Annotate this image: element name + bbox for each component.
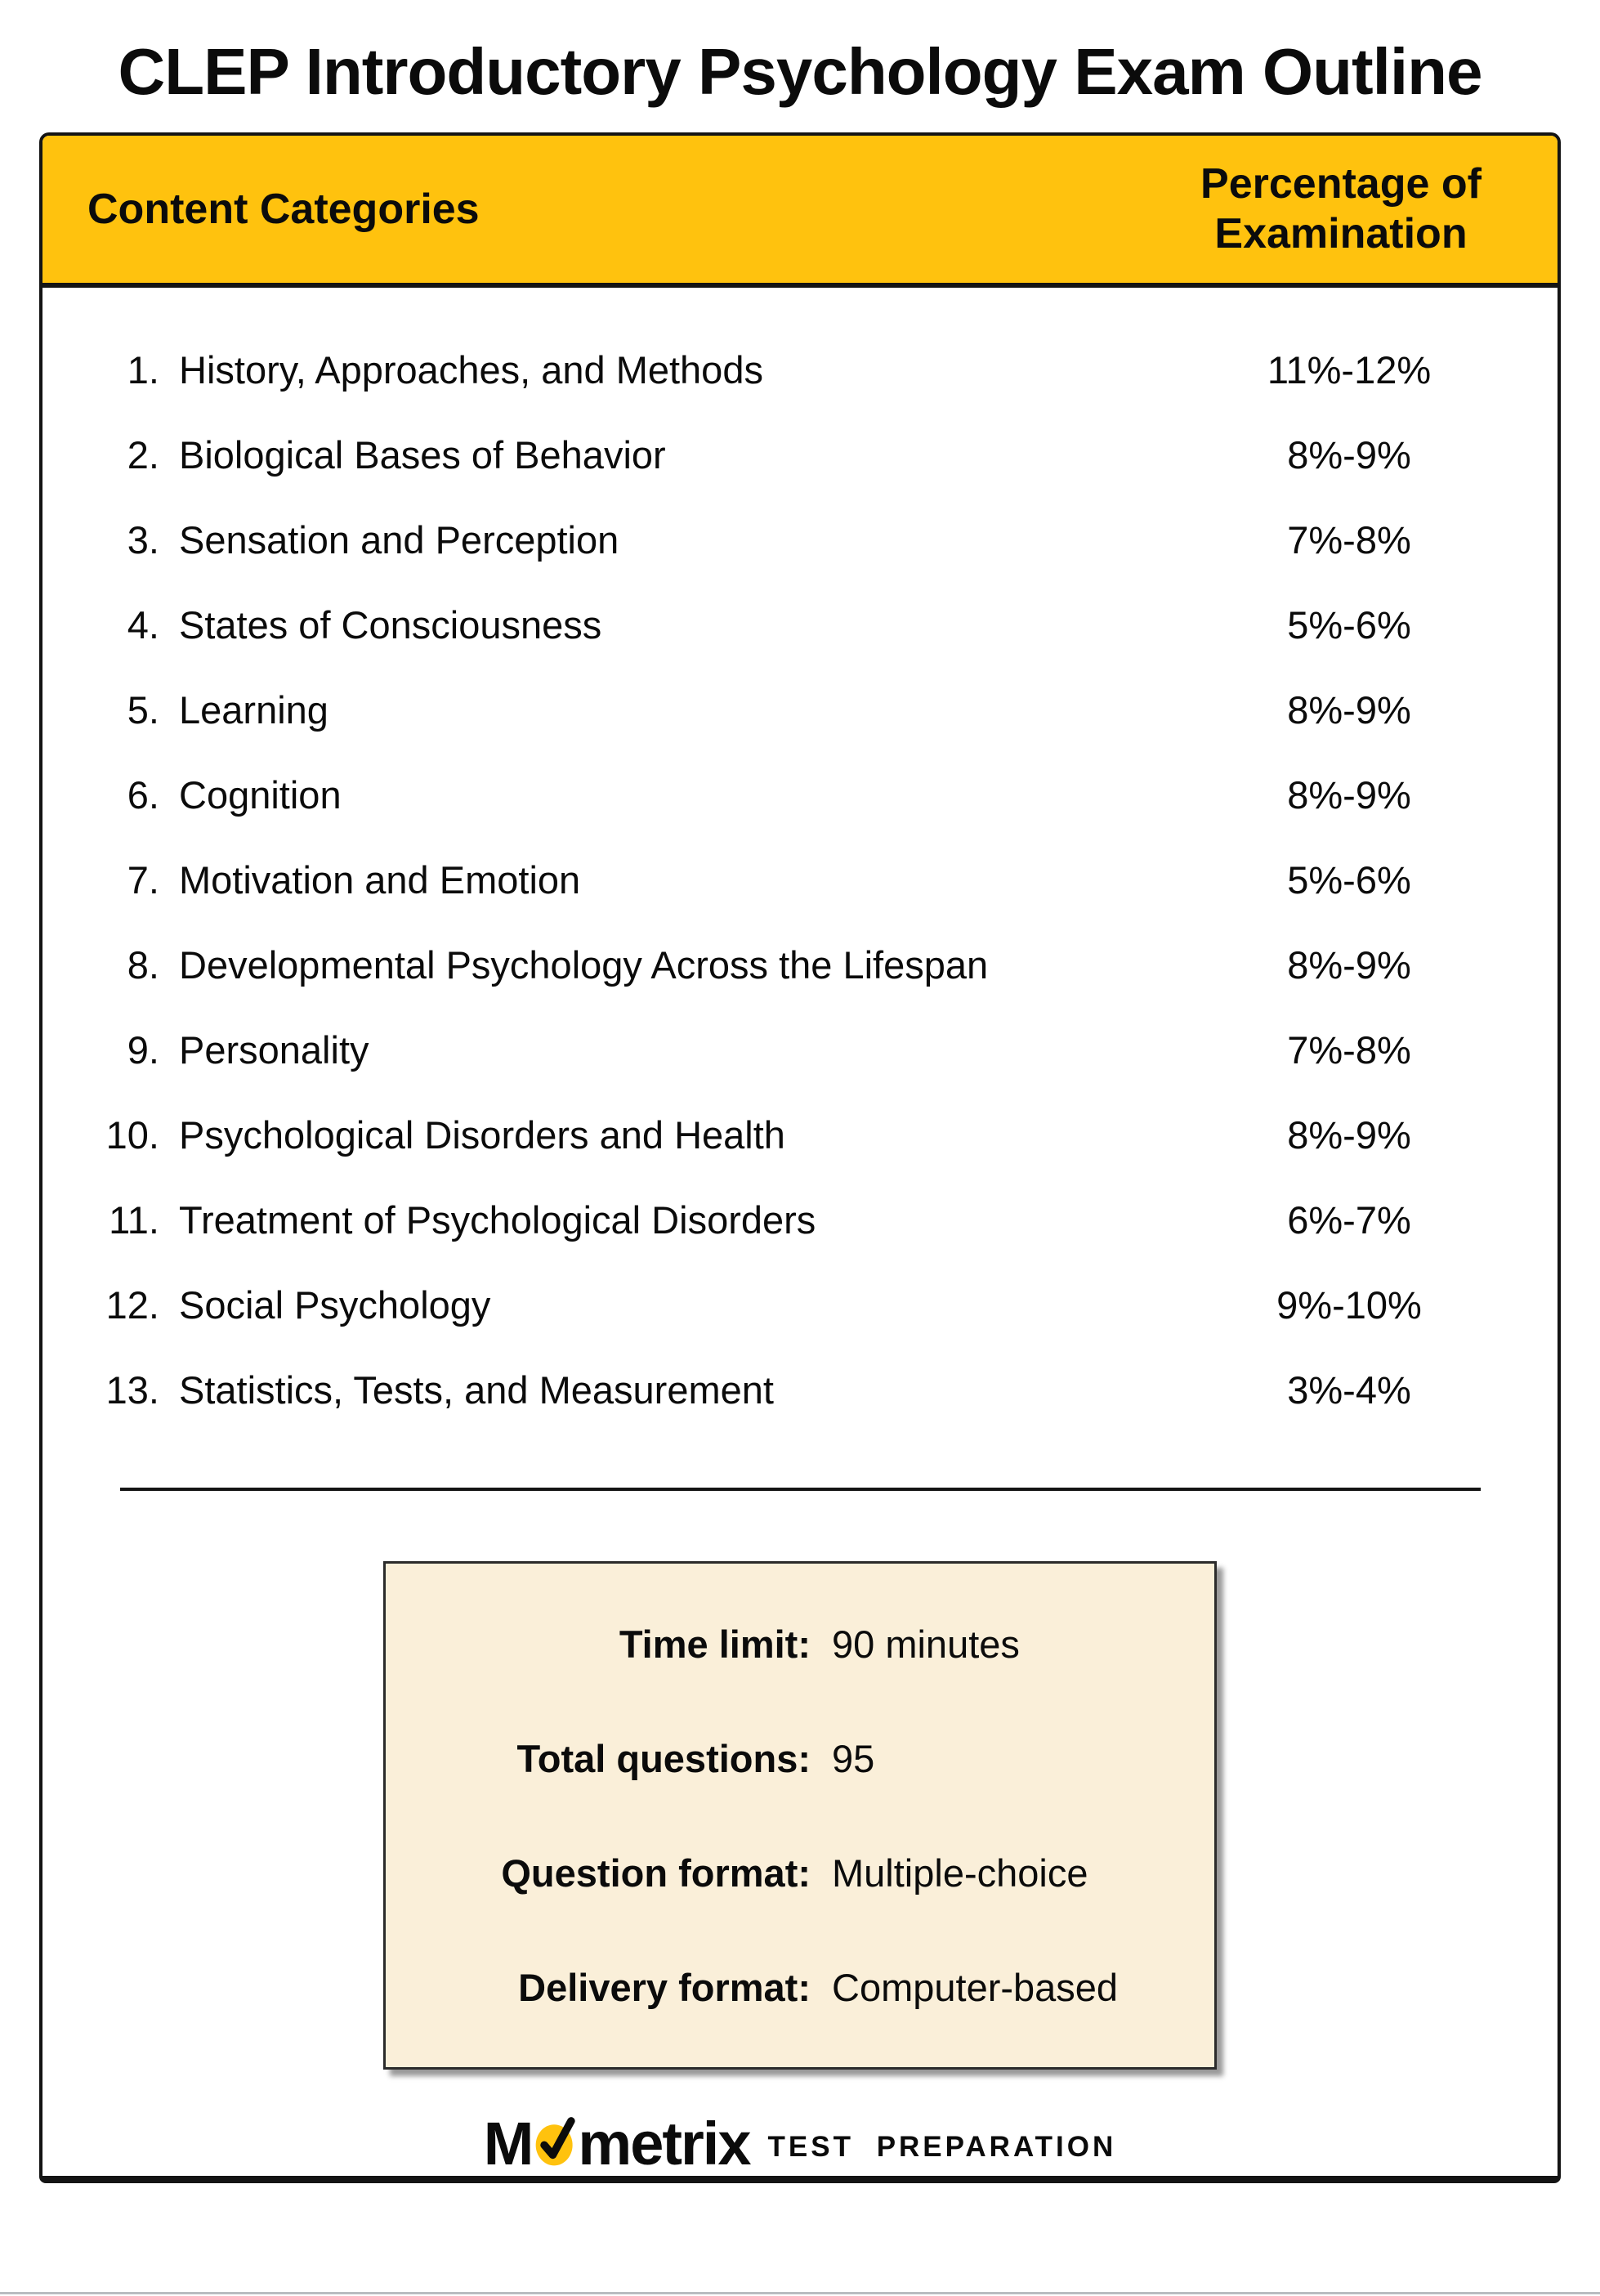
row-number: 12. [105,1282,159,1327]
page-title: CLEP Introductory Psychology Exam Outline [118,35,1482,108]
mometrix-logo [42,2110,1558,2176]
row-category: Social Psychology [179,1282,491,1327]
row-category: States of Consciousness [179,602,602,647]
info-label: Delivery format: [518,1966,811,2010]
row-category: Personality [179,1027,369,1072]
row-number: 3. [127,517,159,562]
row-number: 7. [127,857,159,902]
row-percentage: 11%-12% [1267,347,1432,392]
row-category: Developmental Psychology Across the Lifespan [179,942,989,987]
row-number: 10. [105,1112,159,1157]
page-bottom-edge [0,2292,1600,2294]
content-categories-header: Content Categories [87,186,480,233]
row-number: 2. [127,432,159,477]
info-row-delivery-format [418,1966,1169,2010]
info-value: Multiple-choice [832,1851,1088,1895]
table-row [87,1177,1513,1262]
info-label: Total questions: [516,1737,811,1781]
section-divider [120,1488,1481,1491]
table-row [87,1092,1513,1177]
row-number: 4. [127,602,159,647]
row-number: 11. [109,1197,159,1242]
row-number: 8. [127,942,159,987]
info-label: Question format: [501,1851,811,1895]
row-percentage: 7%-8% [1287,517,1411,562]
info-row-time-limit [418,1622,1169,1667]
table-row [87,1347,1513,1432]
row-percentage: 5%-6% [1287,602,1411,647]
row-category: Treatment of Psychological Disorders [179,1197,816,1242]
table-row [87,667,1513,752]
row-percentage: 8%-9% [1287,772,1411,817]
row-category: Cognition [179,772,342,817]
table-header-row [42,136,1558,288]
table-row [87,497,1513,582]
logo-letter-m: M [483,2109,533,2177]
row-number: 6. [127,772,159,817]
table-row [87,922,1513,1007]
info-value: 95 [832,1737,875,1781]
table-row [87,582,1513,667]
category-list [42,288,1558,1432]
row-percentage: 8%-9% [1287,432,1411,477]
exam-facts-box [383,1561,1217,2070]
row-category: Learning [179,687,328,732]
table-row [87,837,1513,922]
table-row [87,412,1513,497]
row-number: 5. [127,687,159,732]
table-row [87,1007,1513,1092]
row-percentage: 8%-9% [1287,687,1411,732]
row-category: Psychological Disorders and Health [179,1112,785,1157]
info-row-question-format [418,1851,1169,1895]
mometrix-wordmark [484,2109,750,2178]
row-percentage: 3%-4% [1287,1367,1411,1412]
logo-tagline: TEST PREPARATION [767,2131,1117,2164]
row-category: Motivation and Emotion [179,857,581,902]
row-percentage: 7%-8% [1287,1027,1411,1072]
logo-rest: metrix [578,2109,750,2177]
row-category: Sensation and Perception [179,517,619,562]
row-number: 9. [127,1027,159,1072]
info-value: Computer-based [832,1966,1119,2010]
row-category: History, Approaches, and Methods [179,347,763,392]
row-percentage: 8%-9% [1287,942,1411,987]
table-row [87,1262,1513,1347]
row-category: Statistics, Tests, and Measurement [179,1367,774,1412]
table-row [87,752,1513,837]
info-value: 90 minutes [832,1622,1020,1666]
table-row [87,327,1513,412]
row-percentage: 5%-6% [1287,857,1411,902]
percentage-header: Percentage of Examination [1200,159,1482,257]
mometrix-check-icon [534,2112,576,2182]
row-number: 1. [127,347,159,392]
row-category: Biological Bases of Behavior [179,432,666,477]
exam-outline-table [39,132,1561,2183]
info-row-total-questions [418,1737,1169,1781]
row-percentage: 6%-7% [1287,1197,1411,1242]
row-percentage: 9%-10% [1276,1282,1422,1327]
row-percentage: 8%-9% [1287,1112,1411,1157]
row-number: 13. [105,1367,159,1412]
info-label: Time limit: [619,1622,811,1666]
